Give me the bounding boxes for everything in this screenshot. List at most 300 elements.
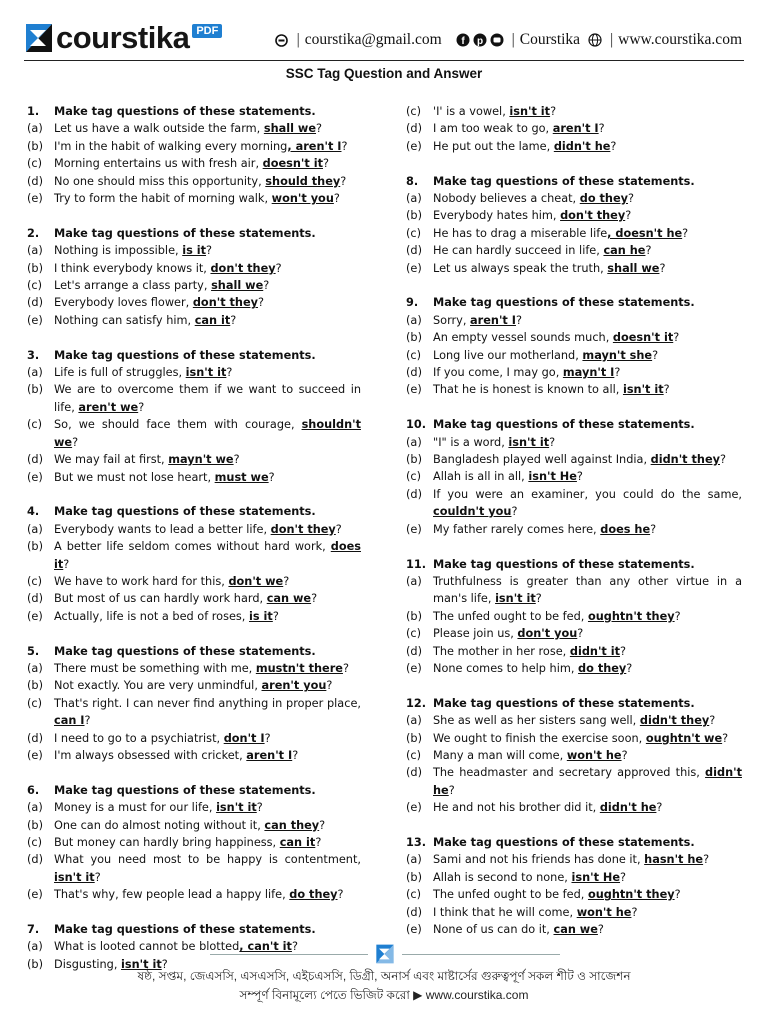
pinterest-icon[interactable] <box>473 33 487 47</box>
question-mark: ? <box>258 296 264 310</box>
question-item <box>406 730 742 747</box>
question-mark: ? <box>264 731 271 745</box>
question-item <box>406 573 742 608</box>
footer-rule <box>402 954 560 955</box>
question-heading <box>406 556 742 573</box>
question-item <box>27 138 361 155</box>
statement: Everybody hates him, <box>433 209 561 223</box>
question-mark: ? <box>206 244 213 258</box>
question-number: 9. <box>406 296 419 310</box>
question-instruction: Make tag questions of these statements. <box>54 226 316 240</box>
question-item <box>27 608 361 625</box>
item-text <box>54 173 361 190</box>
question-number: 5. <box>27 644 40 658</box>
item-text <box>433 573 742 608</box>
item-text <box>54 469 361 486</box>
question-mark: ? <box>161 957 168 971</box>
item-label: (a) <box>27 522 43 536</box>
item-label: (b) <box>27 540 43 554</box>
question-mark: ? <box>720 453 726 467</box>
question-item <box>27 364 361 381</box>
tag-answer: isn't it <box>54 870 95 884</box>
question-item <box>27 312 361 329</box>
question-item <box>27 469 361 486</box>
statement: We are to overcome them if we want to succeed in life, <box>54 383 361 414</box>
question-item <box>406 851 742 868</box>
item-text <box>54 120 361 137</box>
question-mark: ? <box>598 122 605 136</box>
question-mark: ? <box>315 835 322 849</box>
question-heading <box>406 416 742 433</box>
question-block <box>27 921 361 973</box>
question-item <box>27 730 361 747</box>
tag-answer: didn't he <box>553 139 611 153</box>
item-text <box>433 138 742 155</box>
question-instruction: Make tag questions of these statements. <box>433 835 695 849</box>
statement: We have to work hard for this, <box>54 574 229 588</box>
question-item <box>406 120 742 137</box>
question-mark: ? <box>63 557 70 571</box>
question-mark: ? <box>311 592 318 606</box>
item-text <box>433 869 742 886</box>
tag-answer: oughtn't they <box>587 609 675 623</box>
question-item <box>406 312 742 329</box>
item-text <box>433 207 742 224</box>
tag-answer: isn't it <box>185 366 227 380</box>
statement: I think everybody knows it, <box>54 261 211 275</box>
question-block <box>27 225 361 329</box>
question-item <box>406 347 742 364</box>
brand-logo[interactable] <box>24 20 222 56</box>
statement: Nobody believes a cheat, <box>433 192 580 206</box>
svg-text:f: f <box>461 36 465 47</box>
item-label: (e) <box>406 801 422 815</box>
question-instruction: Make tag questions of these statements. <box>54 644 316 658</box>
tag-answer: aren't you <box>261 679 327 693</box>
item-text <box>54 381 361 416</box>
question-item <box>406 904 742 921</box>
statement: We may fail at first, <box>54 453 169 467</box>
tag-answer: can he <box>603 244 646 258</box>
question-block <box>406 173 742 277</box>
tag-answer: mayn't I <box>562 366 615 380</box>
statement: Try to form the habit of morning walk, <box>54 192 272 206</box>
question-mark: ? <box>341 139 348 153</box>
item-label: (a) <box>406 313 422 327</box>
tag-answer: doesn't it <box>612 331 674 345</box>
question-mark: ? <box>335 522 342 536</box>
statement: If you were an examiner, you could do the same, <box>433 487 742 501</box>
question-mark: ? <box>316 122 323 136</box>
tag-answer: , can't it <box>239 940 292 954</box>
question-heading <box>406 695 742 712</box>
tag-answer: don't they <box>210 261 276 275</box>
question-mark: ? <box>709 714 716 728</box>
brand-name: courstika <box>56 20 190 55</box>
question-mark: ? <box>263 279 270 293</box>
pdf-badge: PDF <box>192 24 222 38</box>
question-item <box>406 625 742 642</box>
item-label: (a) <box>406 192 422 206</box>
item-label: (c) <box>27 835 43 849</box>
tag-answer: isn't He <box>528 470 577 484</box>
item-text <box>433 103 742 120</box>
statement: Morning entertains us with fresh air, <box>54 157 263 171</box>
tag-answer: won't you <box>271 192 334 206</box>
statement: She as well as her sisters sang well, <box>433 714 640 728</box>
question-item <box>406 103 742 120</box>
tag-answer: didn't it <box>569 644 621 658</box>
item-text <box>433 921 742 938</box>
tag-answer: isn't it <box>216 801 257 815</box>
tag-answer: aren't I <box>552 122 599 136</box>
statement: If you come, I may go, <box>433 366 563 380</box>
question-block <box>27 103 361 207</box>
tag-answer: shall we <box>211 279 264 293</box>
tag-answer: mayn't she <box>582 348 653 362</box>
question-item <box>406 712 742 729</box>
question-mark: ? <box>342 661 349 675</box>
tag-answer: couldn't you <box>433 505 512 519</box>
question-mark: ? <box>515 313 522 327</box>
social-handle[interactable]: Courstika <box>519 31 581 48</box>
item-text <box>433 764 742 799</box>
question-item <box>27 886 361 903</box>
tag-answer: isn't it <box>509 105 551 118</box>
question-heading <box>406 294 742 311</box>
statement: Not exactly. You are very unmindful, <box>54 679 262 693</box>
tag-answer: oughtn't we <box>645 731 723 745</box>
item-text <box>433 660 742 677</box>
item-label: (e) <box>406 661 422 675</box>
item-text <box>433 364 742 381</box>
question-mark: ? <box>72 435 79 449</box>
item-label: (a) <box>406 714 422 728</box>
question-item <box>406 242 742 259</box>
footer-line-2[interactable]: সম্পূর্ণ বিনামূল্যে পেতে ভিজিট করো ▶ www.courstika.com <box>239 988 529 1002</box>
statement: Please join us, <box>433 627 518 641</box>
item-text <box>54 538 361 573</box>
item-text <box>433 381 742 398</box>
item-text <box>433 730 742 747</box>
tag-answer: can they <box>264 818 320 832</box>
question-item <box>27 695 361 730</box>
statement: "I" is a word, <box>433 435 509 449</box>
statement: Life is full of struggles, <box>54 366 186 380</box>
statement: I'm in the habit of walking every morning <box>54 139 288 153</box>
statement: Sorry, <box>433 313 471 327</box>
statement: He and not his brother did it, <box>433 801 600 815</box>
question-item <box>27 590 361 607</box>
item-text <box>433 747 742 764</box>
item-label: (d) <box>27 174 43 188</box>
item-text <box>54 155 361 172</box>
tag-answer: mayn't we <box>168 453 234 467</box>
question-item <box>406 329 742 346</box>
statement: Actually, life is not a bed of roses, <box>54 609 249 623</box>
item-label: (c) <box>406 105 422 118</box>
question-mark: ? <box>631 905 638 919</box>
question-instruction: Make tag questions of these statements. <box>433 174 695 188</box>
question-item <box>27 451 361 468</box>
statement: Long live our motherland, <box>433 348 583 362</box>
question-mark: ? <box>652 348 659 362</box>
statement: Allah is all in all, <box>433 470 529 484</box>
item-text <box>54 799 361 816</box>
page-header <box>0 0 768 62</box>
question-item <box>27 538 361 573</box>
item-label: (d) <box>406 366 422 380</box>
item-label: (e) <box>406 923 422 936</box>
question-mark: ? <box>620 644 627 658</box>
question-instruction: Make tag questions of these statements. <box>433 696 695 710</box>
tag-answer: aren't we <box>78 400 139 414</box>
item-text <box>54 677 361 694</box>
question-mark: ? <box>283 574 290 588</box>
question-block <box>406 695 742 817</box>
question-heading <box>406 834 742 851</box>
courstika-logo-icon <box>375 943 395 965</box>
item-label: (b) <box>27 818 43 832</box>
question-mark: ? <box>549 435 556 449</box>
question-number: 4. <box>27 505 40 519</box>
item-label: (d) <box>406 766 422 780</box>
item-text <box>433 434 742 451</box>
question-mark: ? <box>597 923 604 936</box>
question-item <box>406 207 742 224</box>
statement: My father rarely comes here, <box>433 522 601 536</box>
question-mark: ? <box>256 801 263 815</box>
question-mark: ? <box>650 522 657 536</box>
question-item <box>406 486 742 521</box>
item-label: (c) <box>27 279 43 293</box>
question-number: 1. <box>27 105 40 118</box>
question-mark: ? <box>340 174 347 188</box>
left-column <box>27 103 361 991</box>
item-label: (e) <box>27 192 43 206</box>
question-mark: ? <box>230 313 237 327</box>
question-item <box>406 747 742 764</box>
item-text <box>54 416 361 451</box>
item-label: (a) <box>406 853 422 867</box>
question-mark: ? <box>703 853 710 867</box>
question-item <box>27 799 361 816</box>
question-item <box>27 660 361 677</box>
item-text <box>433 329 742 346</box>
statement: Nothing can satisfy him, <box>54 313 195 327</box>
item-text <box>433 312 742 329</box>
question-mark: ? <box>659 261 666 275</box>
statement: But money can hardly bring happiness, <box>54 835 280 849</box>
tag-answer: do they <box>289 888 338 902</box>
separator: | <box>296 31 300 48</box>
statement: Everybody wants to lead a better life, <box>54 522 271 536</box>
tag-answer: aren't I <box>470 313 516 327</box>
item-text <box>54 312 361 329</box>
item-text <box>54 660 361 677</box>
item-text <box>433 712 742 729</box>
item-label: (b) <box>27 383 43 397</box>
question-item <box>27 521 361 538</box>
question-block <box>27 643 361 765</box>
question-number: 13. <box>406 835 427 849</box>
item-text <box>54 260 361 277</box>
item-text <box>433 225 742 242</box>
item-text <box>433 799 742 816</box>
tag-answer: can it <box>279 835 316 849</box>
question-item <box>27 242 361 259</box>
item-text <box>54 608 361 625</box>
tag-answer: can I <box>54 714 85 728</box>
question-instruction: Make tag questions of these statements. <box>54 505 316 519</box>
question-mark: ? <box>610 139 617 153</box>
statement: He can hardly succeed in life, <box>433 244 604 258</box>
tag-answer: aren't I <box>246 748 293 762</box>
item-text <box>433 521 742 538</box>
question-item <box>406 468 742 485</box>
statement: Many a man will come, <box>433 748 567 762</box>
tag-answer: didn't they <box>650 453 720 467</box>
tag-answer: isn't it <box>121 957 162 971</box>
statement: One can do almost noting without it, <box>54 818 265 832</box>
item-text <box>433 886 742 903</box>
tag-answer: hasn't he <box>644 853 704 867</box>
statement: Let us always speak the truth, <box>433 261 608 275</box>
question-number: 2. <box>27 226 40 240</box>
question-item <box>406 886 742 903</box>
question-mark: ? <box>550 105 557 118</box>
question-heading <box>27 503 361 520</box>
tag-answer: do they <box>579 192 628 206</box>
question-mark: ? <box>627 192 634 206</box>
item-label: (b) <box>27 139 43 153</box>
question-mark: ? <box>319 818 326 832</box>
statement: Disgusting, <box>54 957 122 971</box>
statement: There must be something with me, <box>54 661 256 675</box>
youtube-icon[interactable] <box>490 33 504 47</box>
statement: But most of us can hardly work hard, <box>54 592 267 606</box>
question-block <box>27 782 361 904</box>
tag-answer: didn't he <box>433 766 742 797</box>
statement: An empty vessel sounds much, <box>433 331 613 345</box>
item-label: (b) <box>406 209 422 223</box>
question-instruction: Make tag questions of these statements. <box>433 418 695 432</box>
question-number: 8. <box>406 174 419 188</box>
tag-answer: don't they <box>192 296 258 310</box>
question-mark: ? <box>626 661 633 675</box>
statement: He has to drag a miserable life <box>433 226 608 240</box>
question-item <box>406 434 742 451</box>
statement: None comes to help him, <box>433 661 579 675</box>
statement: That he is honest is known to all, <box>433 383 623 397</box>
question-mark: ? <box>233 453 240 467</box>
tag-answer: shall we <box>607 261 660 275</box>
question-block <box>27 347 361 486</box>
item-label: (c) <box>27 574 43 588</box>
tag-answer: should they <box>265 174 341 188</box>
tag-answer: can we <box>266 592 312 606</box>
facebook-icon[interactable] <box>456 33 470 47</box>
question-mark: ? <box>94 870 101 884</box>
tag-answer: can it <box>194 313 231 327</box>
tag-answer: isn't it <box>495 592 536 606</box>
item-text <box>433 190 742 207</box>
tag-answer: isn't it <box>508 435 550 449</box>
item-text <box>54 294 361 311</box>
item-text <box>433 260 742 277</box>
question-mark: ? <box>322 157 329 171</box>
question-mark: ? <box>291 940 298 954</box>
tag-answer: didn't they <box>639 714 710 728</box>
question-mark: ? <box>722 731 729 745</box>
question-number: 3. <box>27 348 40 362</box>
item-label: (c) <box>406 348 422 362</box>
separator: | <box>511 31 515 48</box>
item-label: (d) <box>406 487 422 501</box>
question-item <box>27 155 361 172</box>
question-item <box>27 381 361 416</box>
question-instruction: Make tag questions of these statements. <box>54 348 316 362</box>
item-label: (a) <box>406 574 422 588</box>
question-mark: ? <box>682 226 689 240</box>
question-item <box>406 138 742 155</box>
item-label: (d) <box>406 905 422 919</box>
item-text <box>433 625 742 642</box>
question-instruction: Make tag questions of these statements. <box>433 296 695 310</box>
website-link[interactable]: www.courstika.com <box>618 31 742 48</box>
question-item <box>406 643 742 660</box>
question-heading <box>27 921 361 938</box>
statement: Bangladesh played well against India, <box>433 453 651 467</box>
question-item <box>27 573 361 590</box>
item-text <box>54 190 361 207</box>
email-link[interactable]: courstika@gmail.com <box>304 31 442 48</box>
item-label: (e) <box>406 139 422 153</box>
question-block <box>27 503 361 625</box>
footer-line-1: ষষ্ঠ, সপ্তম, জেএসসি, এসএসসি, এইচএসসি, ডিগ্রী, অনার্স এবং মাষ্টার্সের গুরুত্বপূর্ণ সকল শীট ও সাজেশন <box>137 969 631 983</box>
item-text <box>433 851 742 868</box>
statement: What you need most to be happy is contentment, <box>54 853 361 867</box>
item-label: (e) <box>27 748 43 762</box>
question-mark: ? <box>84 714 91 728</box>
tag-answer: shouldn't we <box>54 418 361 449</box>
question-number: 7. <box>27 923 40 936</box>
document-title: SSC Tag Question and Answer <box>285 66 483 81</box>
tag-answer: doesn't it <box>262 157 323 171</box>
question-mark: ? <box>535 592 542 606</box>
tag-answer: don't they <box>270 522 336 536</box>
statement: Let us have a walk outside the farm, <box>54 122 264 136</box>
question-mark: ? <box>577 627 584 641</box>
statement: I need to go to a psychiatrist, <box>54 731 224 745</box>
tag-answer: isn't it <box>622 383 664 397</box>
question-mark: ? <box>292 748 299 762</box>
question-item <box>27 277 361 294</box>
item-label: (c) <box>27 696 43 710</box>
item-label: (e) <box>27 470 43 484</box>
question-heading <box>406 173 742 190</box>
item-label: (d) <box>27 853 43 867</box>
question-mark: ? <box>272 609 279 623</box>
item-text <box>433 486 742 521</box>
email-icon <box>275 33 289 47</box>
question-item <box>406 381 742 398</box>
question-item <box>27 173 361 190</box>
tag-answer: do they <box>578 661 627 675</box>
statement: That's why, few people lead a happy life, <box>54 888 290 902</box>
statement: Let's arrange a class party, <box>54 279 212 293</box>
question-mark: ? <box>625 209 632 223</box>
